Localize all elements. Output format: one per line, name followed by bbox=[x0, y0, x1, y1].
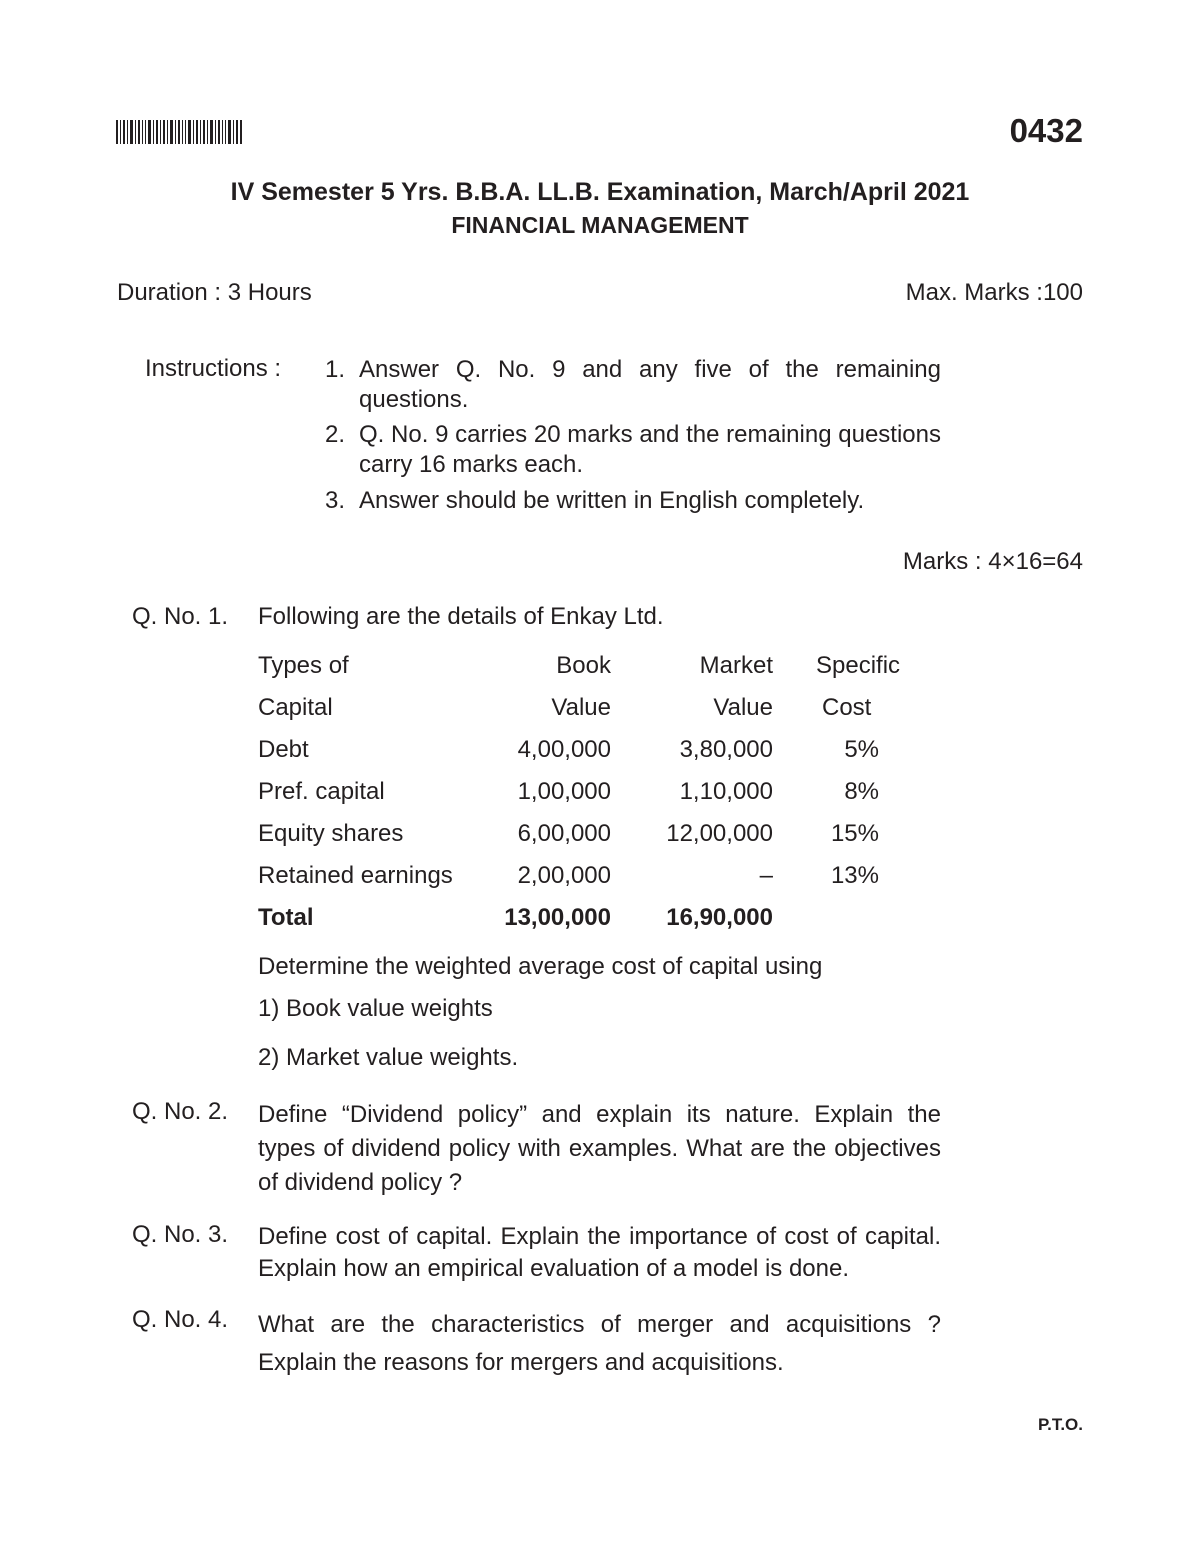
question-label-3: Q. No. 3. bbox=[132, 1221, 229, 1248]
question-4-text: What are the characteristics of merger and acquisitions ? Explain the reasons for mergers and acquisitions. bbox=[258, 1311, 941, 1376]
instruction-number: 1. bbox=[325, 356, 346, 383]
instruction-item bbox=[325, 420, 941, 480]
table-cell: 4,00,000 bbox=[517, 736, 611, 763]
question-label-2: Q. No. 2. bbox=[132, 1098, 229, 1125]
instruction-number: 2. bbox=[325, 421, 346, 448]
instruction-text: Answer should be written in English completely. bbox=[359, 487, 865, 514]
table-total: 13,00,000 bbox=[504, 904, 611, 931]
table-cell: Equity shares bbox=[258, 820, 404, 847]
instruction-item bbox=[325, 355, 941, 415]
table-header: Book bbox=[556, 652, 611, 679]
instruction-text: Answer Q. No. 9 and any five of the remaining questions. bbox=[359, 356, 941, 413]
pto-label: P.T.O. bbox=[1037, 1415, 1083, 1434]
table-cell: 8% bbox=[844, 778, 879, 805]
question-1-ask: Determine the weighted average cost of capital using bbox=[258, 953, 823, 980]
table-header: Value bbox=[713, 694, 773, 721]
max-marks: Max. Marks :100 bbox=[905, 279, 1083, 306]
table-cell: Debt bbox=[258, 736, 309, 763]
barcode bbox=[116, 120, 242, 144]
question-2-text: Define “Dividend policy” and explain its nature. Explain the types of dividend policy with examples. What are the objectives of dividend policy ? bbox=[258, 1101, 941, 1196]
table-cell: 5% bbox=[844, 736, 879, 763]
table-header: Capital bbox=[258, 694, 333, 721]
table-total-label: Total bbox=[258, 904, 314, 931]
question-1-intro: Following are the details of Enkay Ltd. bbox=[258, 603, 664, 630]
marks-line: Marks : 4×16=64 bbox=[902, 548, 1083, 575]
table-cell: 6,00,000 bbox=[517, 820, 611, 847]
table-cell: 13% bbox=[830, 862, 879, 889]
question-3-text: Define cost of capital. Explain the importance of cost of capital. Explain how an empirical evaluation of a model is done. bbox=[258, 1223, 941, 1282]
table-cell: 1,00,000 bbox=[517, 778, 611, 805]
table-cell: Pref. capital bbox=[258, 778, 385, 805]
subject-title: FINANCIAL MANAGEMENT bbox=[451, 212, 749, 238]
table-header: Value bbox=[551, 694, 611, 721]
instruction-item bbox=[325, 486, 941, 516]
table-total: 16,90,000 bbox=[666, 904, 773, 931]
duration: Duration : 3 Hours bbox=[117, 279, 312, 306]
table-cell: 3,80,000 bbox=[679, 736, 773, 763]
table-header: Market bbox=[699, 652, 773, 679]
instructions-label: Instructions : bbox=[145, 355, 282, 382]
table-cell: 1,10,000 bbox=[679, 778, 773, 805]
table-cell: Retained earnings bbox=[258, 862, 453, 889]
table-header: Types of bbox=[258, 652, 349, 679]
paper-code: 0432 bbox=[1009, 112, 1083, 149]
question-label-1: Q. No. 1. bbox=[132, 603, 229, 630]
question-label-4: Q. No. 4. bbox=[132, 1306, 229, 1333]
table-cell: 15% bbox=[830, 820, 879, 847]
instruction-text: Q. No. 9 carries 20 marks and the remaining questions carry 16 marks each. bbox=[359, 421, 941, 478]
table-cell: 12,00,000 bbox=[666, 820, 773, 847]
table-cell: – bbox=[759, 862, 773, 889]
instruction-number: 3. bbox=[325, 487, 346, 514]
exam-title: IV Semester 5 Yrs. B.B.A. LL.B. Examination, March/April 2021 bbox=[230, 178, 970, 206]
table-header: Specific bbox=[816, 652, 901, 679]
table-header: Cost bbox=[822, 694, 872, 721]
table-cell: 2,00,000 bbox=[517, 862, 611, 889]
question-1-option: 1) Book value weights bbox=[258, 995, 493, 1022]
question-1-option: 2) Market value weights. bbox=[258, 1044, 519, 1071]
